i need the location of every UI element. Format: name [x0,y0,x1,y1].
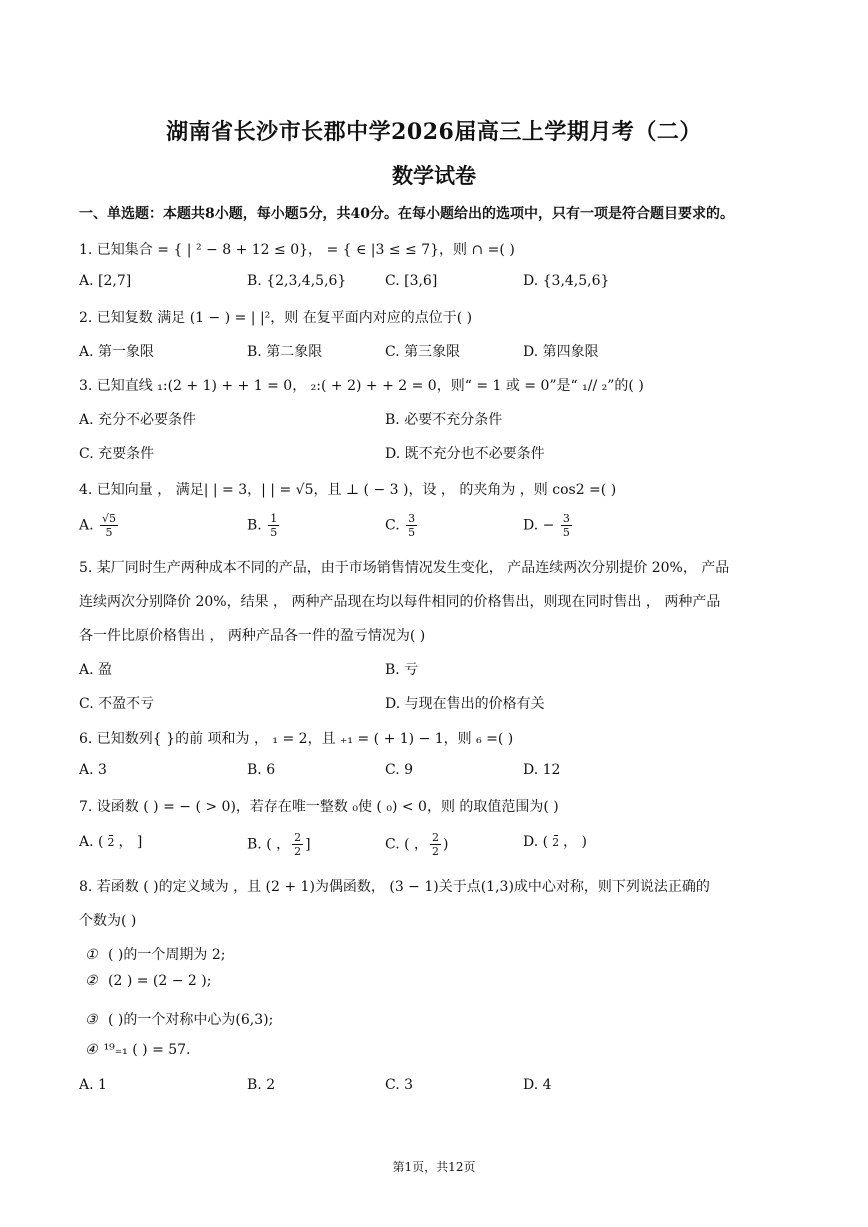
q4-option-b-fraction [268,512,279,539]
q4-option-b [247,512,281,539]
q3-stem: 3. 已知直线 ₁:(2 + 1) + + 1 = 0， ₂:( + 2) + + 2 = 0，则“ = 1 或 = 0”是“ ₁// ₂”的( ) [79,378,644,394]
q2-option-a: A. 第一象限 [79,344,155,360]
q7-option-c-fraction [430,831,441,858]
fraction-denominator: 2 [107,836,115,849]
q5-option-b: B. 亏 [385,662,419,678]
q7-option-a [79,831,142,851]
q7-option-c-suffix: ) [443,836,449,853]
fraction-numerator: 3 [408,512,416,525]
section-heading: 一、单选题：本题共8小题，每小题5分，共40分。在每小题给出的选项中，只有一项是符合题目要求的。 [79,206,734,222]
fraction-denominator: 5 [562,526,570,539]
q7-option-d-suffix: ， ) [563,834,588,850]
q8-line-1: 8. 若函数 ( )的定义域为 ，且 (2 + 1)为偶函数， (3 − 1)关于点(1,3)成中心对称，则下列说法正确的 [79,879,710,895]
fraction-numerator: 1 [270,512,278,525]
q6-option-a: A. 3 [79,762,107,778]
q6-option-d: D. 12 [523,762,561,778]
q5-line-1: 5. 某厂同时生产两种成本不同的产品，由于市场销售情况发生变化， 产品连续两次分别提价 20%， 产品 [79,560,730,576]
q2-option-b: B. 第二象限 [247,344,323,360]
q1-stem: 1. 已知集合 = { | ² − 8 + 12 ≤ 0}， = { ∈ |3 ≤ ≤ 7}，则 ∩ =( ) [79,242,515,258]
fraction-denominator: 2 [432,845,440,858]
q7-option-b-fraction [292,831,303,858]
q7-option-d [523,831,587,851]
q2-option-c: C. 第三象限 [385,344,461,360]
statement-text: ¹⁹₌₁ ( ) = 57. [103,1042,191,1058]
q5-line-3: 各一件比原价格售出 ， 两种产品各一件的盈亏情况为( ) [79,628,426,644]
q4-option-c-fraction [406,512,417,539]
q8-statement-2 [85,973,211,989]
q8-option-c: C. 3 [385,1077,414,1093]
fraction-numerator: √5 [102,512,117,525]
q4-option-b-letter: B. [247,517,262,534]
q7-option-a-fraction [105,835,116,849]
q3-option-a: A. 充分不必要条件 [79,412,197,428]
q3-option-d: D. 既不充分也不必要条件 [385,446,545,462]
fraction-numerator: 2 [294,831,302,844]
q8-statement-3 [85,1009,273,1029]
q7-option-b-suffix: ] [305,836,311,853]
q3-option-c: C. 充要条件 [79,446,155,462]
fraction-denominator: 5 [408,526,416,539]
circled-number: ② [85,973,98,989]
q3-option-b: B. 必要不充分条件 [385,412,503,428]
q6-stem: 6. 已知数列{ }的前 项和为 ， ₁ = 2，且 ₊₁ = ( + 1) − 1，则 ₆ =( ) [79,731,514,747]
q5-option-a: A. 盈 [79,662,113,678]
q7-option-b-prefix: B. ( ， [247,836,291,853]
q1-option-a: A. [2,7] [79,273,132,289]
statement-text: (2 ) = (2 − 2 ); [103,973,212,989]
circled-number: ③ [85,1012,98,1028]
q4-option-a-letter: A. [79,517,94,534]
q8-statement-4 [85,1042,191,1058]
circled-number: ① [85,947,98,963]
q7-stem: 7. 设函数 ( ) = − ( > 0)，若存在唯一整数 ₀使 ( ₀) < 0，则 的取值范围为( ) [79,799,559,815]
q4-option-a-fraction [100,512,118,539]
q5-option-d: D. 与现在售出的价格有关 [385,696,545,712]
q8-option-b: B. 2 [247,1077,276,1093]
exam-subtitle: 数学试卷 [392,163,476,188]
q4-option-d [523,512,574,539]
q4-option-c [385,512,419,539]
q7-option-b [247,831,311,858]
exam-title: 湖南省长沙市长郡中学2026届高三上学期月考（二） [166,119,702,145]
q1-option-b: B. {2,3,4,5,6} [247,273,347,289]
q6-option-c: C. 9 [385,762,414,778]
q7-option-c-prefix: C. ( ， [385,836,429,853]
fraction-numerator: 2 [432,831,440,844]
q5-line-2: 连续两次分别降价 20%，结果 ， 两种产品现在均以每件相同的价格售出，则现在同时售出 ， 两种产品 [79,594,721,610]
q7-option-d-prefix: D. ( [523,834,549,850]
statement-text: ( )的一个周期为 2; [103,947,226,963]
q8-option-a: A. 1 [79,1077,107,1093]
q6-option-b: B. 6 [247,762,276,778]
q7-option-a-suffix: ， ] [118,834,143,850]
fraction-denominator: 2 [552,836,560,849]
q1-option-c: C. [3,6] [385,273,438,289]
q4-option-c-letter: C. [385,517,400,534]
q4-option-a [79,512,120,539]
q2-stem: 2. 已知复数 满足 (1 − ) = | |²，则 在复平面内对应的点位于( ) [79,310,473,326]
fraction-denominator: 5 [270,526,278,539]
q1-option-d: D. {3,4,5,6} [523,273,610,289]
q4-option-d-fraction [561,512,572,539]
statement-text: ( )的一个对称中心为(6,3); [103,1012,274,1028]
q8-option-d: D. 4 [523,1077,552,1093]
q8-statement-1 [85,944,225,964]
fraction-denominator: 2 [294,845,302,858]
fraction-numerator: 3 [562,512,570,525]
q4-stem: 4. 已知向量 ， 满足| | = 3，| | = √5，且 ⊥ ( − 3 )，设 ， 的夹角为 ，则 cos2 =( ) [79,482,617,498]
fraction-denominator: 5 [105,526,113,539]
q7-option-c [385,831,449,858]
circled-number: ④ [85,1042,98,1058]
q7-option-d-fraction [550,835,561,849]
page-footer: 第1页，共12页 [392,1160,476,1174]
q5-option-c: C. 不盈不亏 [79,696,155,712]
q8-line-2: 个数为( ) [79,913,137,929]
q2-option-d: D. 第四象限 [523,344,599,360]
q4-option-d-letter: D. − [523,517,555,534]
q7-option-a-prefix: A. ( [79,834,104,850]
